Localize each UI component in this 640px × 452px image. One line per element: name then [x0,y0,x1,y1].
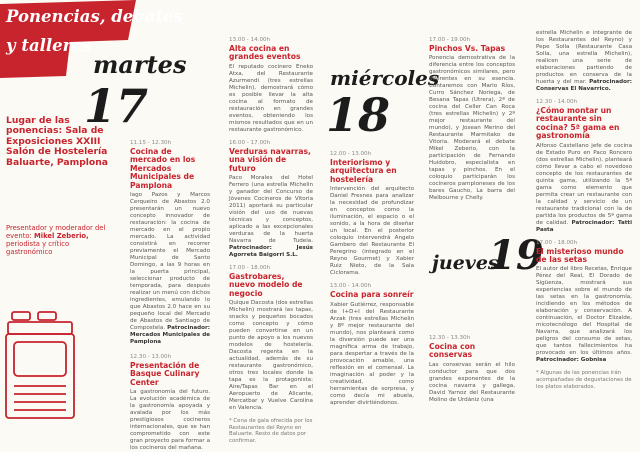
talk-title: Verduras navarras, una visión de futuro [229,146,311,173]
talk [429,335,515,404]
talk-sponsor: Patrocinador: Tatti Pasta [536,219,632,233]
banner-line-1: Ponencias, debates [6,7,183,26]
talk [130,140,210,346]
talk-body: El reputado cocinero Eneko Atxa, del Restaurante Azurmendi (tres estrellas Michelin), demostrará cómo es posible llevar la alta cocina al formato de restauración en grandes eventos, obteniendo los mismos resultados que en un restaurante gastronómico. [229,63,313,133]
talk-body-text: Paco Morales del Hotel Ferrero (una estrella Michelin y ganador del Concurso de Jóvenes Cocineros de Vitoria 2011) aportará su particular visión del uso de nuevas técnicas y conceptos, aplicado a las excepcionales verduras de la huerta Navarra de Tudela. [229,175,313,245]
column-jueves-continued [536,30,632,390]
presenter-name: Mikel Zeberio, [33,232,89,240]
footnote: * Algunas de las ponencias irán acompañadas de degustaciones de los platos elaborados. [536,370,632,390]
talk-sponsor: Patrocinador: Conservas El Navarrico. [536,79,632,92]
column-jueves [429,332,515,404]
talk-body-text: Iago Pazos y Marcos Cerqueiro de Abastos 2.0 presentarán un nuevo concepto innovador de restauración: la cocina de mercado en el propio mercado. La actividad consistirá en recorrer previamente el Mercado Municipal de Santo Domingo, a las 9 horas en la puerta principal, seleccionar producto de temporada, para después realizar un menú con dichos ingredientes, emulando lo que Abastos 2.0 hace en su pequeño local del Mercado de Abastos de Santiago de Compostela. [130,192,210,332]
column-martes [130,137,210,452]
column-martes-continued [229,34,313,445]
talk [536,240,632,365]
talk-time: 13.00 - 14.00h [330,283,372,290]
column-miercoles [330,148,414,407]
footnote: * Cena de gala ofrecida por los Restaurantes del Reyno en Baluarte. Resto de datos por confirmar. [229,418,313,445]
talk-body [536,30,632,93]
presenter-info [6,224,116,256]
talk-body [536,143,632,234]
talk-time: 16.00 - 17.00h [229,139,271,146]
talk-body: La gastronomía del futuro. La evolución académica de la gastronomía apoyada y avalada por los más prestigiosos cocineros internacionales, que se han comprometido con este gran proyecto para formar a los cocineros del mañana. [130,389,210,452]
talk-title: El misterioso mundo de las setas [536,246,624,265]
presenter-description: periodista y crítico gastronómico [6,240,70,256]
talk [229,140,313,259]
talk-sponsor: Patrocinador: Jesús Agorreta Baigorri S.L. [229,245,313,259]
talk-body: Quique Dacosta (dos estrellas Michelin) mostrará las tapas, snacks y pequeños bocados como concepto y cómo pueden convertirse en un punto de apoyo a los nuevos modelos de hostelería. Dacosta regenta en la actualidad, además de su restaurante gastronómico, otros tres locales donde la tapa es la protagonista: Aire/Tapas Bar en el Aeropuerto de Alicante, Mercatbar y Vuelve Carolina en Valencia. [229,300,313,412]
talk-body-text: El autor del libro Recetas, Enrique Pérez del Real, El Dorado de Sigüenza, mostrará sus experiencias sobre el mundo de las setas en la gastronomía, incidiendo en los métodos de elaboración y conservación. A continuación, el Doctor Elizalde, micotecnólogo del Hospital de Navarra, que analizará los peligros del consumo de setas, que tantos fallecimientos ha provocado en los últimos años. [536,266,632,357]
banner-line-2: y talleres [6,36,92,55]
talk-title: Gastrobares, nuevo modelo de negocio [229,272,303,298]
talk [536,99,632,234]
talk-body [130,192,210,346]
talk-body [536,266,632,364]
day-martes-word: martes [93,50,187,79]
talk-title: Cocina de mercado en los Mercados Municipales de Pamplona [130,147,196,190]
talk-body: Xabier Gutiérrez, responsable de I+D+I del Restaurante Arzak (tres estrellas Michelin y 8º mejor restaurante del mundo), nos planteará como la diversión puede ser una magnífica arma de trabajo, para despertar a través de la provocación amable, una reflexión en el comensal. La imaginación al poder y la creatividad, como herramientas de sorpresa, y como decía mi abuela, aprender divirtiéndonos. [330,301,414,406]
talk-body: Ponencia demostrativa de la diferencia entre los conceptos gastronómicos similares, pero diferentes en su esencia. Contaremos con Mario Ríos, Curro Sánchez Noriega, de Besana Tapas (Utrera), 2ª de cocina del Celler Can Roca (tres estrellas Michelin) y 2º mejor restaurante del mundo), y Josean Merino del Restaurante Marmitako de Vitoria. Moderará el debate Mikel Zeberio, con la participación de Fernando Huidobro, especialista en tapas y pinchos. En el coloquio participarán los cocineros pamploneses de los bares Gaucho, La barra del Melbourne y Chelly. [429,55,515,202]
talk-sponsor: Patrocinador: Mercados Municipales de Pamplona [130,325,210,346]
talk-time: 12.30 - 13.30h [429,335,471,341]
talk-time: 13.00 - 14.00h [229,37,271,43]
talk-time: 11.15 - 12.30h [130,140,172,146]
talk-title: Interiorismo y arquitectura en hostelería [330,158,397,184]
talk [330,151,414,277]
talk-time: 12.30 - 13.00h [130,354,172,361]
day-martes-number: 17 [84,79,149,133]
talk [229,265,313,412]
talk-time: 17.00 - 18.00h [536,239,578,246]
talk-body-text: Alfonso Castellano jefe de cocina de Estado Puro en Paco Roncero (dos estrellas Michelin), planteará cómo llevar a cabo el novedoso concepto de los restaurantes de quinta gama, utilizando la 5ª gama como elemento que permita crear un restaurante con la calidad y servicio de un restaurante tradicional con la de partida los productos de 5ª gama de calidad. [536,142,632,226]
talk-body: Las conservas serán el hilo conductor para que dos grandes exponentes de la cocina navarra y gallega, David Yarnoz del Restaurante Molino de Urdániz (una [429,361,515,403]
talk-time: 12.30 - 14.00h [536,99,578,105]
day-miercoles-number: 18 [326,88,391,142]
column-miercoles-continued [429,34,515,202]
talk-title: Cocina para sonreír [330,290,414,300]
talk-body: Intervención del arquitecto Daniel Fresnes para analizar la necesidad de profundizar en conceptos como la iluminación, el espacio o el sonido, a la hora de diseñar un local. En el posterior coloquio intervendrá Angelo Gambero del Restaurante El Peregrino (integrado en el Reyno Gourmet) y Xabier Ruiz Nieto, de la Sala Ciclorama. [330,186,414,277]
talk [330,283,414,406]
presenter-label: Presentador y moderador del evento: [6,224,106,240]
talk-time: 12.00 - 13.00h [330,151,372,157]
talk-body-text: estrella Michelin e integrante de los Restaurantes del Reyno) y Pepe Solla (Restaurante Casa Solla, una estrella Michelin), realicen una serie de elaboraciones partiendo de productos en conserva de la huerta y del mar. [536,30,632,85]
talk [130,354,210,452]
talk-title: Presentación de Basque Culinary Center [130,361,200,387]
talk-title: Alta cocina en grandes eventos [229,44,301,62]
talk-sponsor: Patrocinador: Gobnisa [536,357,607,364]
talk [429,37,515,202]
talk-time: 17.00 - 19.00h [429,37,471,43]
day-jueves-number: 19 [488,232,544,279]
day-miercoles-word: miércoles [330,66,440,90]
talk [229,37,313,134]
talk-body [229,175,313,259]
talk-title: ¿Cómo montar un restaurante sin cocina? 5ª gama en gastronomía [536,106,620,141]
talk-title: Cocina con conservas [429,342,476,360]
venue-info: Lugar de las ponencias: Sala de Exposiciones XXIII Salón de Hostelería Baluarte, Pamplona [6,115,108,168]
stove-icon [4,310,76,422]
talk-title: Pinchos Vs. Tapas [429,44,506,53]
day-jueves-word: jueves [432,252,499,274]
talk-time: 17.00 - 18.00h [229,265,271,272]
